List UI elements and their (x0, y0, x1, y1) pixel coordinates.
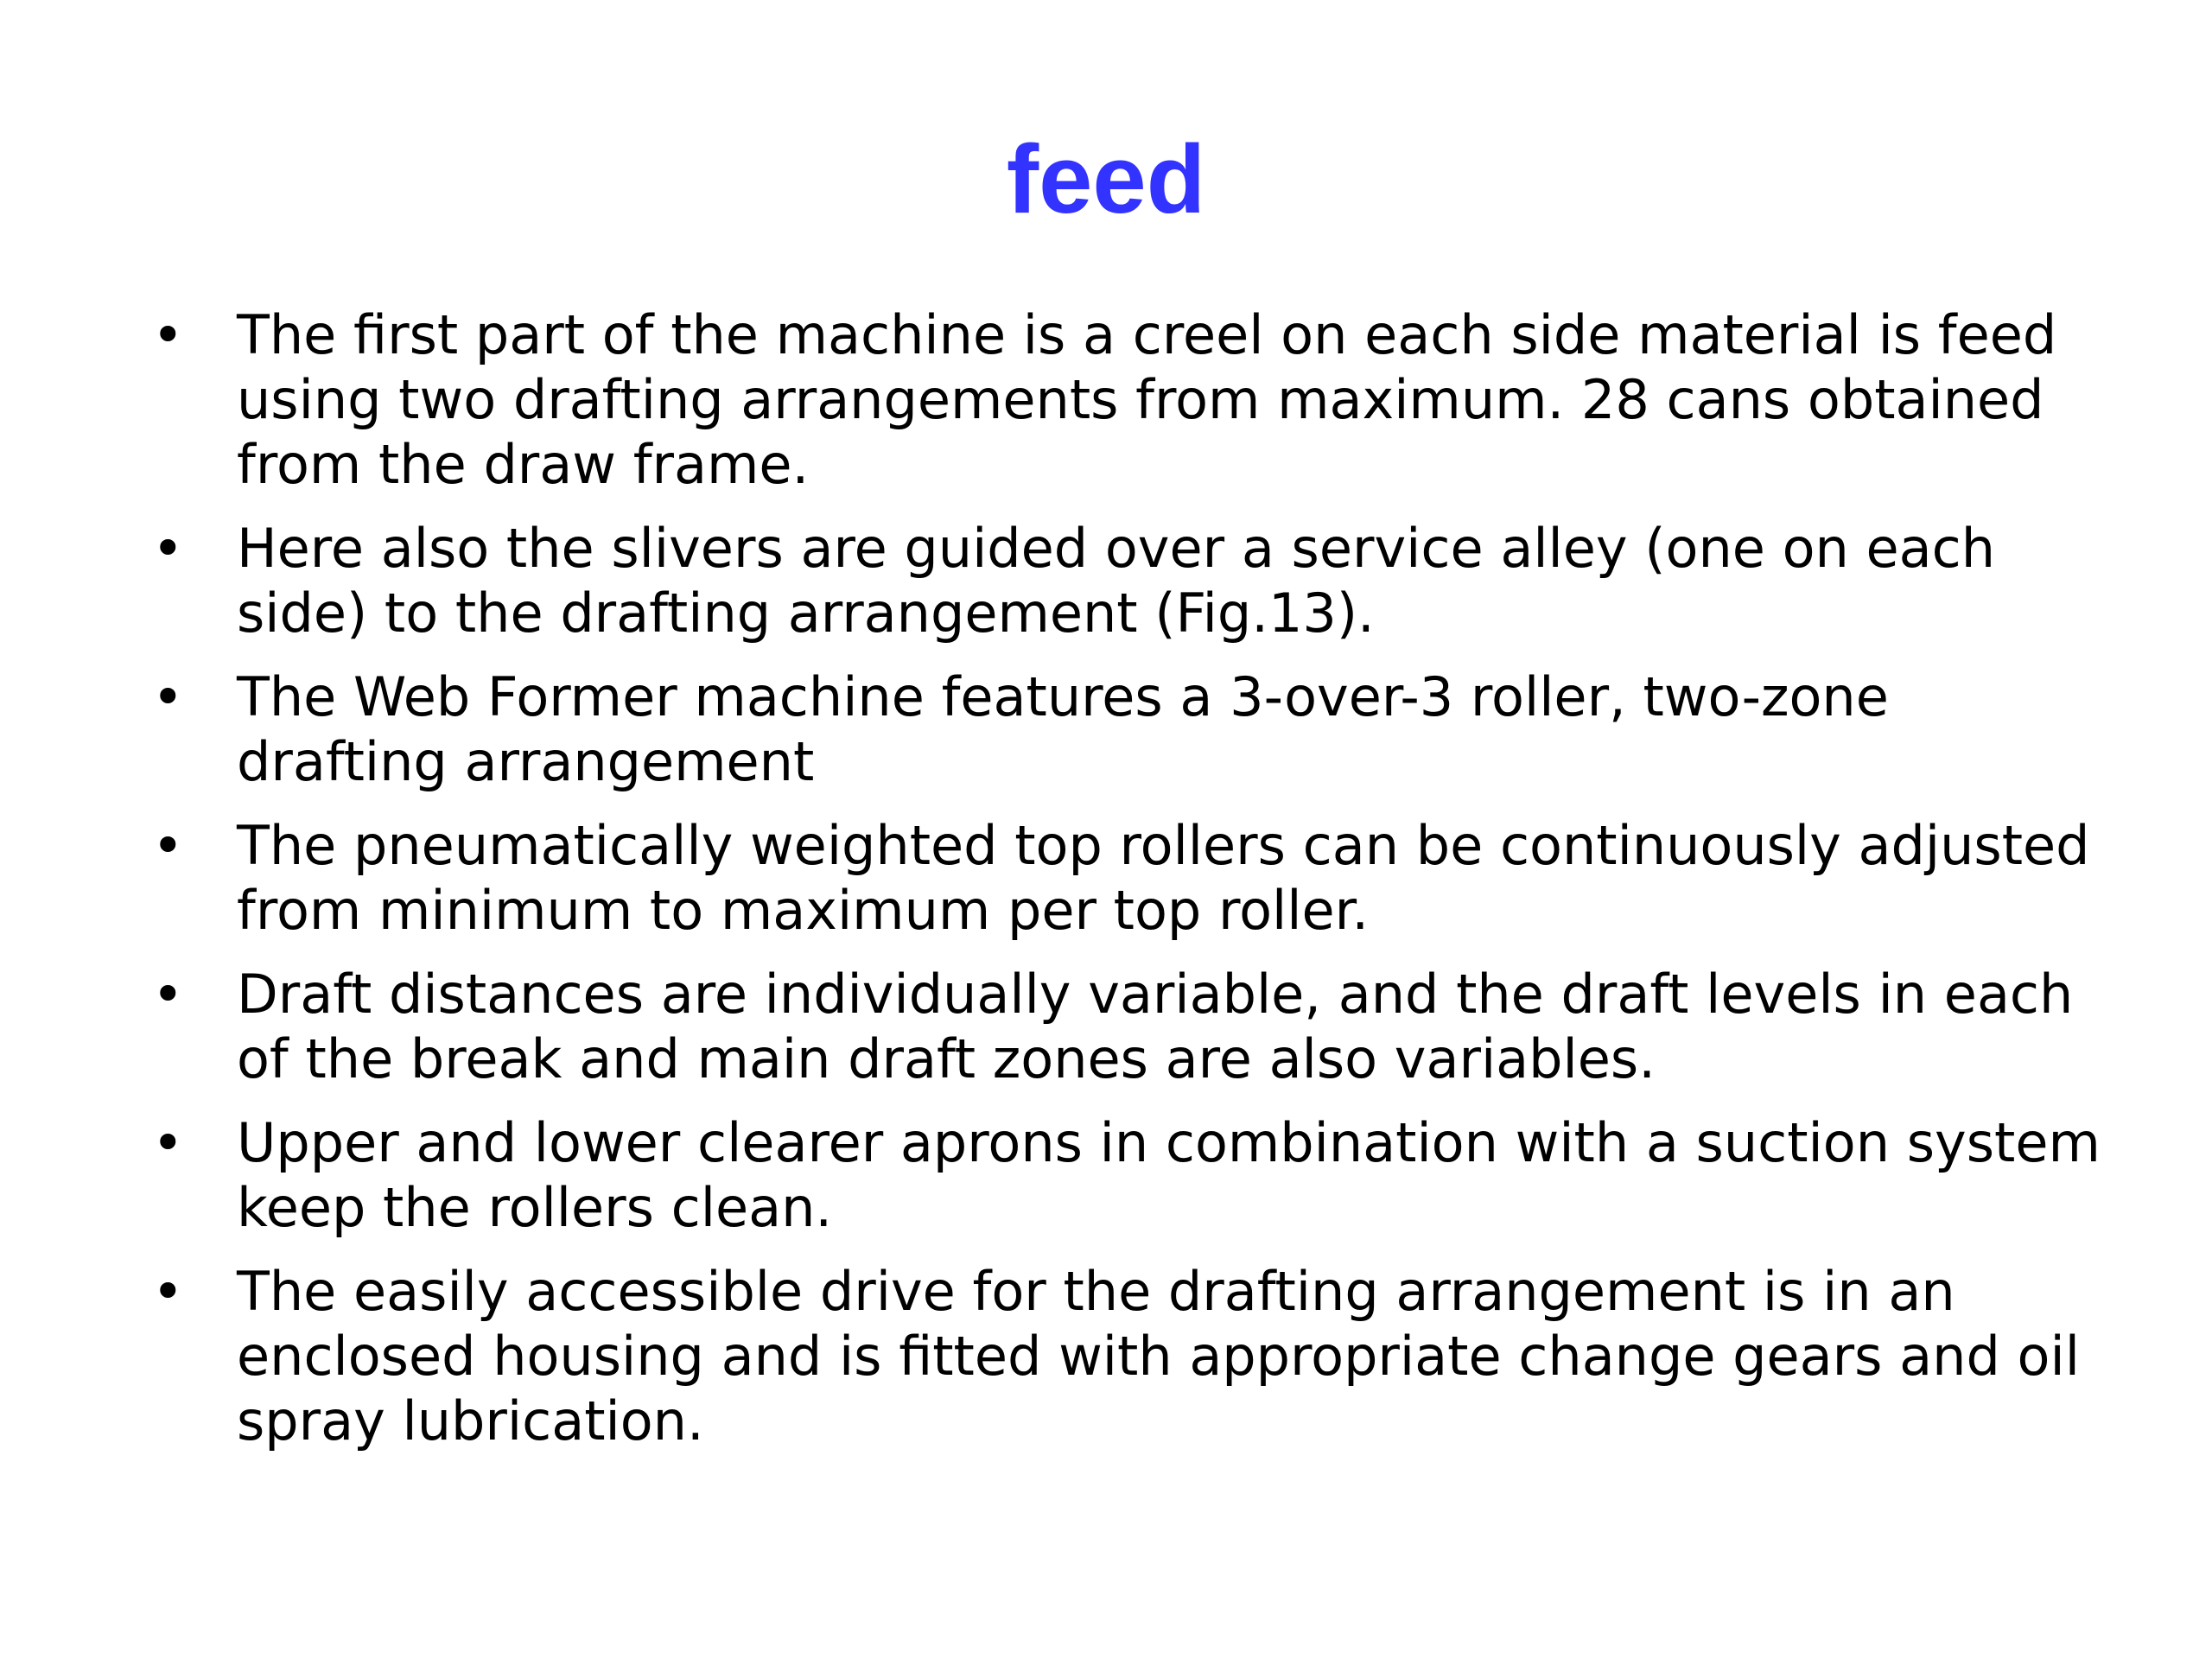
bullet-icon: • (152, 963, 184, 1026)
bullet-text: The pneumatically weighted top rollers can be continuously adjusted from minimum to maximum per top roller. (237, 814, 2090, 942)
bullet-item (152, 1259, 2105, 1453)
bullet-icon: • (152, 665, 184, 728)
bullet-item (152, 1110, 2105, 1240)
bullet-icon: • (152, 517, 184, 580)
bullet-icon: • (152, 1111, 184, 1174)
bullet-item (152, 813, 2105, 943)
bullet-text: Draft distances are individually variable, and the draft levels in each of the break and main draft zones are also variables. (237, 963, 2074, 1090)
bullet-text: Here also the slivers are guided over a service alley (one on each side) to the drafting arrangement (Fig.13). (237, 517, 1996, 645)
bullet-icon: • (152, 303, 184, 366)
bullet-text: The Web Former machine features a 3-over-3 roller, two-zone drafting arrangement (237, 665, 1889, 793)
bullet-item (152, 302, 2105, 497)
bullet-item (152, 962, 2105, 1091)
bullet-text: Upper and lower clearer aprons in combination with a suction system keep the rollers clean. (237, 1111, 2101, 1239)
bullet-text: The easily accessible drive for the drafting arrangement is in an enclosed housing and is fitted with appropriate change gears and oil spray lubrication. (237, 1260, 2080, 1452)
bullet-item (152, 664, 2105, 794)
slide-title: feed (1006, 125, 1206, 233)
bullet-icon: • (152, 814, 184, 877)
bullet-list (152, 302, 2105, 1472)
bullet-icon: • (152, 1260, 184, 1323)
bullet-text: The first part of the machine is a creel on each side material is feed using two drafting arrangements from maximum. 28 cans obtained from the draw frame. (237, 303, 2057, 496)
bullet-item (152, 516, 2105, 645)
